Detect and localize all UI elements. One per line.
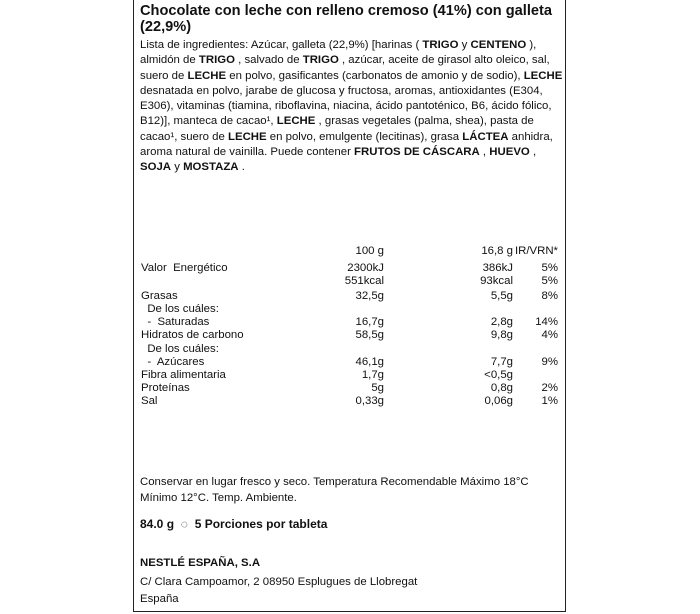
nutrient-label: Fibra alimentaria (141, 369, 226, 381)
ingredient-text: anhidra, aroma natural de vainilla. Puede contener (140, 130, 553, 159)
allergen-text: LECHE (228, 130, 267, 143)
col-header-portion: 16,8 g (481, 245, 513, 257)
value-per-100g: 16,7g (355, 316, 384, 328)
nutrient-label: - Saturadas (141, 316, 210, 328)
ingredient-text: desnatada en polvo, jarabe de glucosa y fructosa, aromas, antioxidantes (E304, E306), vitaminas (tiamina, riboflavina, niacina, ácido pantoténico, B6, ácido fólico, B12)], manteca de cacao¹, (140, 84, 552, 128)
value-per-portion: 386kJ (482, 262, 513, 274)
nutrient-label: De los cuáles: (141, 303, 219, 315)
net-weight: 84.0 g (140, 517, 175, 531)
allergen-text: FRUTOS DE CÁSCARA (354, 146, 480, 159)
ingredient-text: , salvado de (234, 54, 303, 67)
ingredient-text: y (458, 39, 471, 51)
value-per-100g: 1,7g (361, 369, 384, 381)
value-per-100g: 58,5g (355, 329, 384, 341)
nutrient-label: Sal (141, 395, 158, 407)
allergen-text: HUEVO (489, 146, 530, 159)
ingredient-text: Lista de ingredientes: Azúcar, galleta (22,9%) [harinas ( (140, 39, 423, 51)
value-per-100g: 0,33g (355, 395, 384, 407)
portions: 5 Porciones por tableta (194, 517, 328, 531)
nutrient-label: De los cuáles: (141, 343, 219, 355)
ingredient-text: , grasas vegetales (palma, shea), pasta de cacao¹, suero de (140, 115, 534, 143)
weight-unit-separator: ◌ (180, 517, 188, 531)
nutrient-label: Valor Energético (141, 262, 228, 274)
value-per-100g: 5g (371, 382, 384, 394)
allergen-text: TRIGO (198, 54, 235, 67)
value-ir: 9% (541, 356, 558, 368)
ingredient-text: , azúcar, aceite de girasol alto oleico, sal, suero de (140, 54, 550, 82)
ingredient-text: , (479, 146, 490, 159)
ingredients-list (140, 38, 564, 176)
net-weight-line (140, 517, 327, 531)
value-ir: 8% (541, 290, 558, 302)
allergen-text: LÁCTEA (462, 130, 509, 143)
company-name: NESTLÉ ESPAÑA, S.A (140, 557, 261, 569)
allergen-text: TRIGO (422, 39, 459, 51)
value-ir: 5% (541, 262, 558, 274)
value-per-100g: 46,1g (355, 356, 384, 368)
allergen-text: CENTENO (470, 39, 527, 51)
company-country: España (140, 593, 179, 605)
storage-instructions: Conservar en lugar fresco y seco. Temperatura Recomendable Máximo 18°C Mínimo 12°C. Temp. Ambiente. (140, 476, 529, 504)
value-per-portion: 0,8g (490, 382, 513, 394)
ingredient-text: en polvo, gasificantes (carbonatos de amonio y de sodio), (226, 69, 524, 82)
ingredient-text: en polvo, emulgente (lecitinas), grasa (266, 130, 463, 143)
company-address: C/ Clara Campoamor, 2 08950 Esplugues de Llobregat (140, 576, 418, 588)
nutrient-label: Hidratos de carbono (141, 329, 244, 341)
ingredient-text: . (238, 161, 245, 174)
value-per-portion: 5,5g (490, 290, 513, 302)
value-per-100g: 32,5g (355, 290, 384, 302)
value-per-100g: 551kcal (344, 275, 384, 287)
value-per-portion: 2,8g (490, 316, 513, 328)
value-per-portion: 93kcal (480, 275, 513, 287)
allergen-text: LECHE (523, 69, 563, 82)
value-per-portion: 7,7g (490, 356, 513, 368)
col-header-100g: 100 g (355, 245, 384, 257)
value-ir: 5% (541, 275, 558, 287)
value-ir: 4% (541, 329, 558, 341)
nutrient-label: Grasas (141, 290, 178, 302)
allergen-text: TRIGO (302, 54, 339, 67)
ingredient-text: y (171, 161, 184, 174)
allergen-text: SOJA (140, 161, 172, 174)
value-ir: 1% (541, 395, 558, 407)
ingredient-text: ), almidón de (140, 39, 537, 67)
value-ir: 14% (535, 316, 558, 328)
allergen-text: LECHE (276, 115, 316, 128)
product-title: Chocolate con leche con relleno cremoso (41%) con galleta (22,9%) (140, 3, 552, 35)
value-per-100g: 2300kJ (347, 262, 384, 274)
allergen-text: MOSTAZA (183, 161, 239, 174)
nutrient-label: - Azúcares (141, 356, 205, 368)
value-per-portion: <0,5g (484, 369, 513, 381)
allergen-text: LECHE (187, 69, 227, 82)
value-per-portion: 0,06g (484, 395, 513, 407)
value-per-portion: 9,8g (490, 329, 513, 341)
col-header-ir: IR/VRN* (514, 245, 558, 257)
value-ir: 2% (541, 382, 558, 394)
nutrient-label: Proteínas (141, 382, 190, 394)
ingredient-text: , (529, 146, 537, 159)
